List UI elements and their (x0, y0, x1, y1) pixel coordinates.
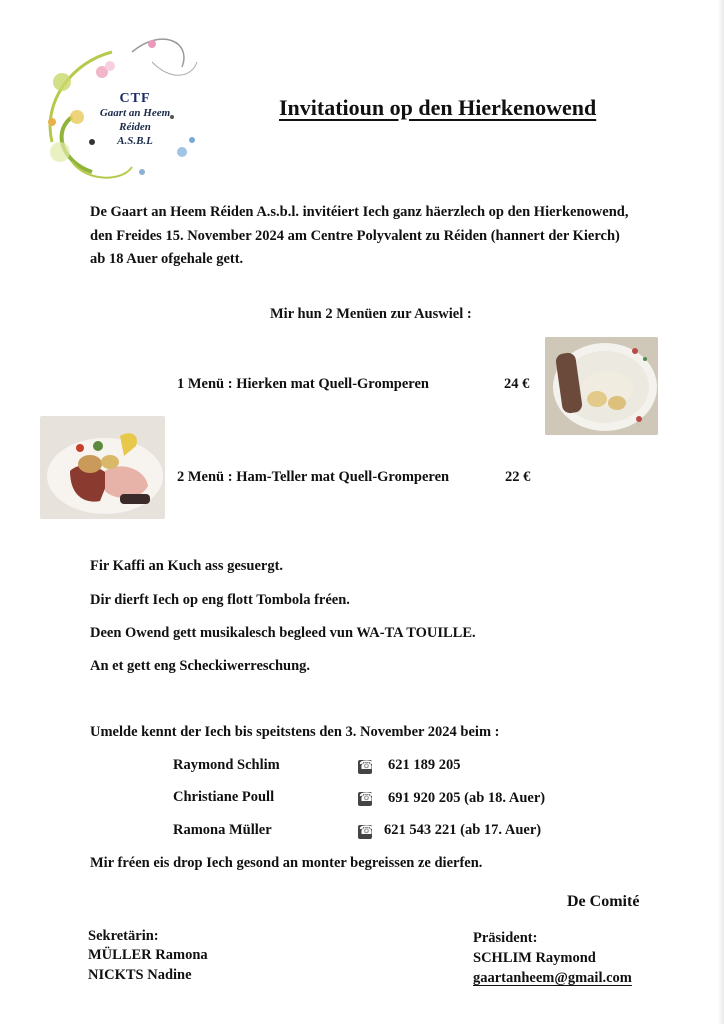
note-3: Deen Owend gett musikalesch begleed vun WA-TA TOUILLE. (90, 625, 476, 641)
logo-line-2: Réiden (119, 121, 151, 133)
menus-heading: Mir hun 2 Menüen zur Auswiel : (270, 306, 472, 322)
signature: De Comité (567, 893, 640, 910)
logo-line-3: A.S.B.L (117, 135, 153, 147)
note-2: Dir dierft Iech op eng flott Tombola fréen. (90, 592, 350, 608)
contact-3-name: Ramona Müller (173, 822, 272, 838)
intro-line-3: ab 18 Auer ofgehale gett. (90, 251, 244, 267)
note-4: An et gett eng Scheckiwerreschung. (90, 658, 311, 674)
page-title: Invitatioun op den Hierkenowend (279, 95, 597, 120)
secretary-role: Sekretärin: (88, 928, 159, 944)
phone-icon (358, 760, 372, 774)
closing-text: Mir fréen eis drop Iech gesond an monter begreissen ze dierfen. (90, 855, 483, 871)
registration-text: Umelde kennt der Iech bis speitstens den 3. November 2024 beim : (90, 724, 500, 740)
secretary-name-2: NICKTS Nadine (88, 967, 192, 983)
menu-2-photo (40, 416, 165, 519)
intro-line-2: den Freides 15. November 2024 am Centre Polyvalent zu Réiden (hannert der Kierch) (90, 228, 620, 244)
president-role: Präsident: (473, 930, 538, 946)
intro-line-1: De Gaart an Heem Réiden A.s.b.l. invitéiert Iech ganz häerzlech op den Hierkenowend, (90, 204, 629, 220)
menu-2-price: 22 € (505, 469, 531, 485)
menu-1-label: 1 Menü : Hierken mat Quell-Gromperen (177, 376, 429, 392)
menu-1-price: 24 € (504, 376, 530, 392)
contact-1-phone: 621 189 205 (388, 757, 461, 773)
page-scan-edge (718, 0, 724, 1024)
phone-icon (358, 825, 372, 839)
contact-2-name: Christiane Poull (173, 789, 275, 805)
logo-mark: CTF (119, 91, 151, 106)
president-name: SCHLIM Raymond (473, 950, 596, 966)
contact-3-phone: 621 543 221 (ab 17. Auer) (384, 822, 542, 838)
club-logo (32, 22, 207, 190)
phone-icon (358, 792, 372, 806)
menu-1-photo (545, 337, 658, 435)
president-email-link[interactable]: gaartanheem@gmail.com (473, 970, 632, 986)
note-1: Fir Kaffi an Kuch ass gesuergt. (90, 558, 284, 574)
menu-2-label: 2 Menü : Ham-Teller mat Quell-Gromperen (177, 469, 450, 485)
secretary-name-1: MÜLLER Ramona (88, 947, 208, 963)
contact-1-name: Raymond Schlim (173, 757, 280, 773)
contact-2-phone: 691 920 205 (ab 18. Auer) (388, 790, 546, 806)
logo-line-1: Gaart an Heem (99, 107, 171, 119)
